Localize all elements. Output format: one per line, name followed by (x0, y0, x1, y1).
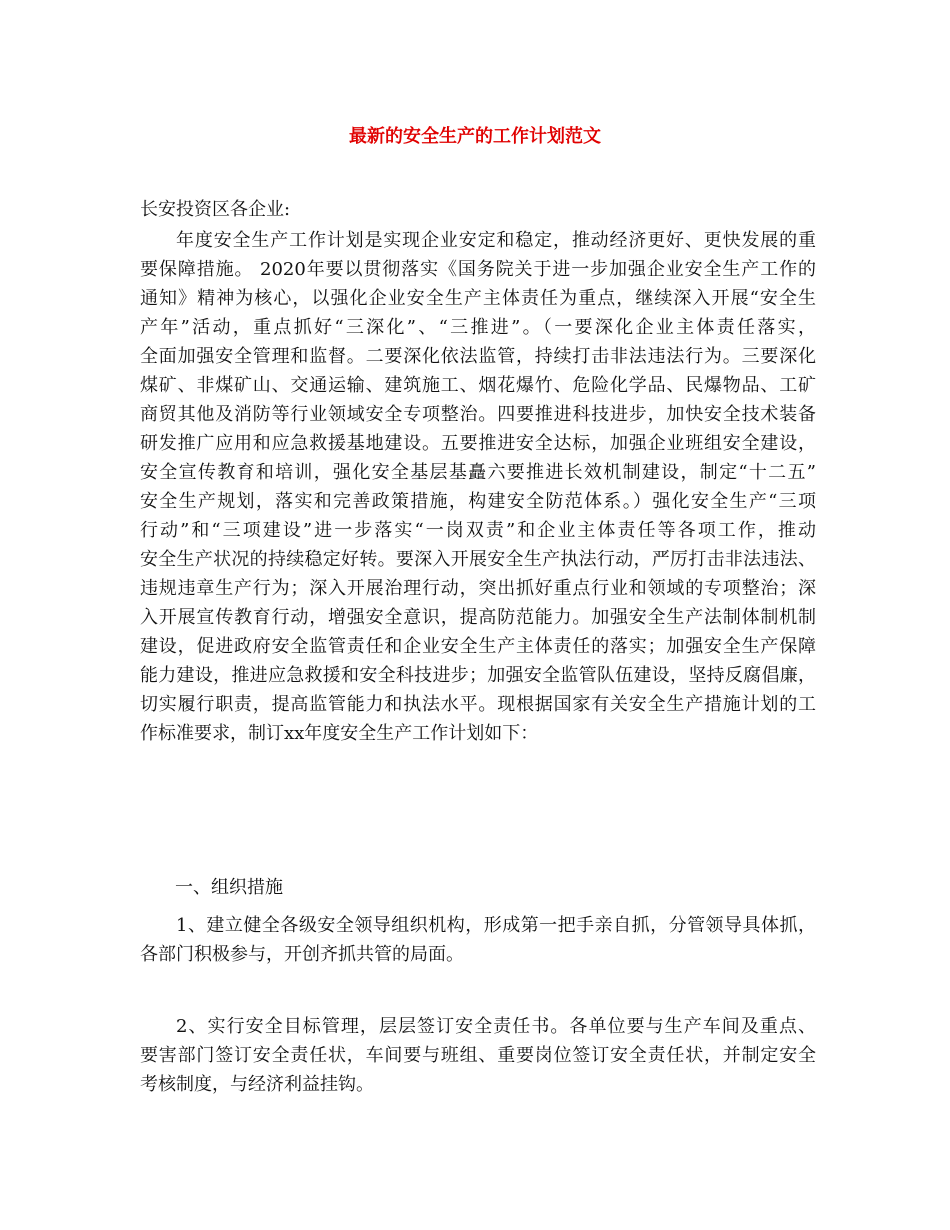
paragraph-line: 各部门积极参与，开创齐抓共管的局面。 (140, 944, 464, 965)
paragraph-item-2 (140, 1012, 816, 1099)
paragraph-line: 2、实行安全目标管理，层层签订安全责任书。各单位要与生产车间及重点、 (176, 1016, 816, 1037)
paragraph-line: 通知》精神为核心，以强化企业安全生产主体责任为重点，继续深入开展“安全生 (140, 288, 816, 309)
paragraph-line: 煤矿、非煤矿山、交通运输、建筑施工、烟花爆竹、危险化学品、民爆物品、工矿 (140, 375, 816, 396)
paragraph-line: 考核制度，与经济利益挂钩。 (140, 1074, 374, 1095)
paragraph-line: 商贸其他及消防等行业领域安全专项整治。四要推进科技进步，加快安全技术装备 (140, 404, 816, 425)
paragraph-line: 安全宣传教育和培训，强化安全基层基矗六要推进长效机制建设，制定“十二五” (140, 462, 816, 483)
salutation: 长安投资区各企业: (140, 199, 291, 220)
paragraph-line: 能力建设，推进应急救援和安全科技进步；加强安全监管队伍建设，坚持反腐倡廉， (140, 665, 816, 686)
paragraph-line: 安全生产规划，落实和完善政策措施，构建安全防范体系。）强化安全生产“三项 (140, 491, 816, 512)
document-title: 最新的安全生产的工作计划范文 (349, 126, 601, 147)
paragraph-line: 全面加强安全管理和监督。二要深化依法监管，持续打击非法违法行为。三要深化 (140, 346, 816, 367)
paragraph-line: 研发推广应用和应急救援基地建设。五要推进安全达标，加强企业班组安全建设， (140, 433, 816, 454)
paragraph-line: 作标准要求，制订xx年度安全生产工作计划如下： (140, 723, 539, 744)
paragraph-line: 违规违章生产行为；深入开展治理行动，突出抓好重点行业和领域的专项整治；深 (140, 578, 816, 599)
paragraph-line: 行动”和“三项建设”进一步落实“一岗双责”和企业主体责任等各项工作，推动 (140, 520, 816, 541)
paragraph-line: 要害部门签订安全责任状，车间要与班组、重要岗位签订安全责任状，并制定安全 (140, 1045, 816, 1066)
paragraph-line: 1、建立健全各级安全领导组织机构，形成第一把手亲自抓，分管领导具体抓， (176, 915, 816, 936)
paragraph-line: 切实履行职责，提高监管能力和执法水平。现根据国家有关安全生产措施计划的工 (140, 694, 816, 715)
paragraph-line: 产年”活动，重点抓好“三深化”、“三推进”。（一要深化企业主体责任落实， (140, 317, 816, 338)
paragraph-item-1 (140, 911, 816, 969)
section-heading: 一、组织措施 (175, 877, 283, 898)
paragraph-intro (140, 226, 816, 748)
paragraph-line: 要保障措施。 2020年要以贯彻落实《国务院关于进一步加强企业安全生产工作的 (140, 259, 816, 280)
paragraph-line: 建设，促进政府安全监管责任和企业安全生产主体责任的落实；加强安全生产保障 (140, 636, 816, 657)
paragraph-line: 安全生产状况的持续稳定好转。要深入开展安全生产执法行动，严厉打击非法违法、 (140, 549, 816, 570)
paragraph-line: 入开展宣传教育行动，增强安全意识，提高防范能力。加强安全生产法制体制机制 (140, 607, 816, 628)
paragraph-line: 年度安全生产工作计划是实现企业安定和稳定，推动经济更好、更快发展的重 (176, 230, 816, 251)
